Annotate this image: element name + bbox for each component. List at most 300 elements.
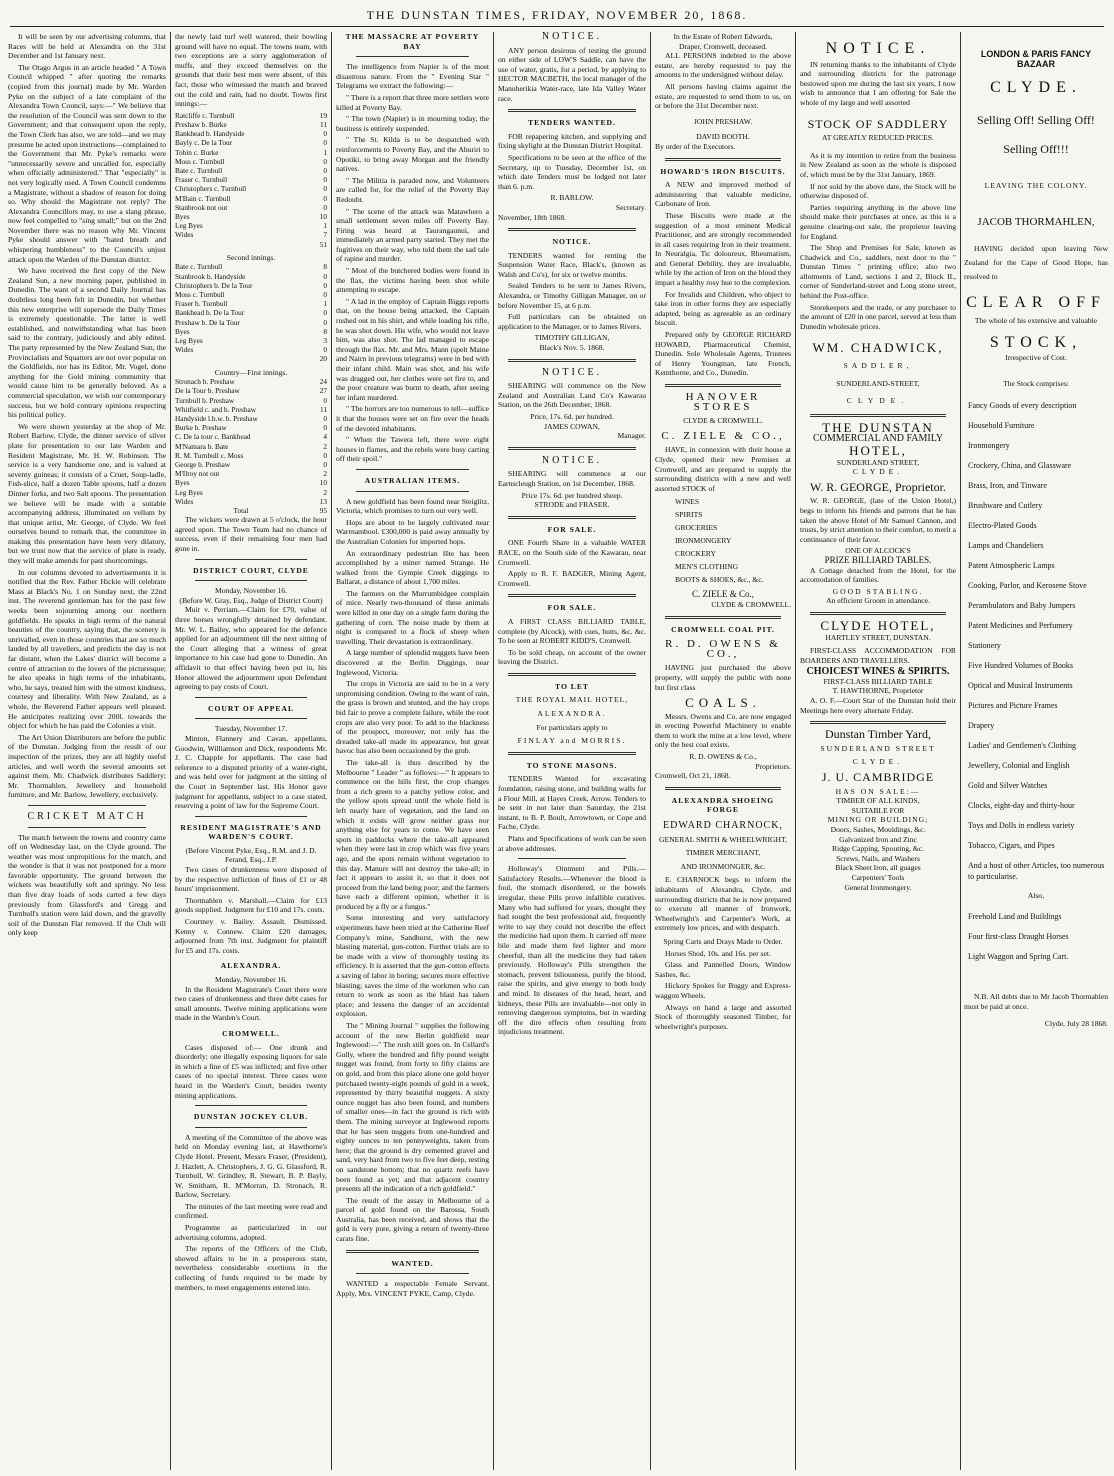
advert-text: To be sold cheap, on account of the owner leaving the District. [498,647,646,667]
batsman-name: Bate c. Turnbull [175,262,223,272]
article-paragraph: Courtney v. Bailey. Assault. Dismissed. Kenny v. Connew. Claim £20 damages, adjourned from 7th inst. Judgment for plaintiff for £5 and 17s. costs. [175,917,327,955]
advert-text: TIMBER MERCHANT, [685,848,761,858]
advert-text: Sealed Tenders to be sent to James Rivers, Alexandra, or Timothy Gilligan Manager, on or before November 15, at 6 p.m. [498,281,646,310]
list-item: Tobacco, Cigars, and Pipes [968,841,1055,851]
article-paragraph: The farmers on the Murrumbidgee complain of mice. Nearly two-thousand of these animals were killed in one day on a single farm during the gathering of corn. The noise made by them at night is compared to a flock of sheep when travelling. Their devastation is extraordinary. [336,588,489,646]
table-row [175,129,327,138]
batsman-score: 0 [323,175,327,185]
advert-text: GOOD STABLING. [832,586,924,596]
batsman-score: 11 [319,404,327,414]
section-heading: RESIDENT MAGISTRATE'S AND WARDEN'S COURT. [180,822,322,842]
batsman-name: Turnbull b. Preshaw [175,395,235,405]
table-row [175,469,327,478]
batsman-name: Fraser c. Turnbull [175,175,228,185]
advert-text: Glass and Pannelled Doors, Window Sashes, &c. [655,960,791,979]
table-row [175,423,327,432]
list-item: Brushware and Cutlery [968,501,1043,511]
list-item: Patent Medicines and Perfumery [968,621,1073,631]
batsman-score: 7 [323,230,327,240]
table-row [175,157,327,166]
advert-text: E. CHARNOCK begs to inform the inhabitants of Alexandra, Clyde, and surrounding districts that he is now prepared to execute all manner of Ironwork, Wheelwright's and Carpenter's Work, at extremely low prices, and with despatch. [655,875,791,933]
article-paragraph: The intelligence from Napier is of the most disastrous nature. From the " Evening Star " Telegrams we extract the following:— [336,62,489,91]
divider [665,787,781,790]
article-paragraph: " The horrors are too numerous to tell—suffice it that the houses were set on fire over the heads of the devoted inhabitants. [336,404,489,433]
batsman-name: Leg Byes [175,336,203,346]
batsman-score: 0 [323,165,327,175]
signature: Secretary. [615,202,646,212]
section-heading: ALEXANDRA. [220,961,282,971]
section-heading: CROMWELL. [222,1028,280,1038]
table-row [175,175,327,184]
batsman-score: 0 [323,193,327,203]
advert-text: CLYDE. [846,396,910,406]
advert-text: SUNDERLAND-STREET, [836,378,920,388]
signature: By order of the Executors. [655,141,736,151]
table-row [175,460,327,469]
advert-text: In the Estate of Robert Edwards, [673,32,773,41]
divider [28,827,146,828]
article-paragraph: The wickets were drawn at 5 o'clock, the hour agreed upon. The Town Team had no chance of success, even if their remaining four men had gone in. [175,515,327,554]
batsman-name: Stanbrook b. Handyside [175,271,246,281]
divider [356,469,469,470]
article-paragraph: The result of the assay in Melbourne of a parcel of gold found on the Barossa, South Australia, has been received, and shows that the gold is very pure, giving a return of twenty-three carats fine. [336,1195,489,1244]
batsman-name: Christophers c. Turnbull [175,184,247,194]
advert-text: For Invalids and Children, who object to take iron in other forms they are especially adapted, being as agreeable as an ordinary biscuit. [655,289,791,328]
court-before: (Before Vincent Pyke, Esq., R.M. and J. D. Ferand, Esq., J.P. [185,845,317,865]
list-item: Household Furniture [968,421,1035,431]
table-row [175,396,327,405]
court-date: Tuesday, November 17. [214,724,288,734]
list-item: And a host of other Articles, too numerous to particularise. [968,861,1105,882]
divider [508,673,636,676]
batsman-score: 11 [319,119,327,129]
article-paragraph: " The town (Napier) is in mourning today, the business is entirely suspended. [336,114,489,133]
column-rule [960,32,961,1470]
batsman-name: Moss c. Turnbull [175,156,225,166]
article-paragraph: " When the Tawera left, there were eight houses in flames, and the rebels were busy carting off their spoil." [336,435,489,464]
batsman-name: Ratcliffe c. Turnbull [175,110,235,120]
section-heading: STOCK, [989,333,1083,351]
section-heading: CLYDE. [990,79,1082,97]
advert-date: November, 18th 1868. [498,212,567,222]
advert-text: Plans and Specifications of work can be seen at above addresses. [498,834,646,853]
advert-text: These Biscuits were made at the suggestion of a most eminent Medical Practitioner, and are strongly recommended in all cases requiring Iron in their treatment. In Neuralgia, Tic doloureux, Rheumatism, and General Debility, they are invaluable, while by the action of Iron on the blood they impart a healthy rosy hue to the complexion. [655,210,791,288]
table-row [175,497,327,506]
advert-text: Full particulars can be obtained on application to the Manager, or to James Rivers. [498,312,646,331]
batsman-score: 0 [323,280,327,290]
advert-text: Screws, Nails, and Washers [836,853,920,863]
section-heading: AUSTRALIAN ITEMS. [364,475,461,485]
advert-text: CLYDE. [852,757,904,767]
innings-heading: Country—First innings. [214,367,288,377]
advert-text: Prepared only by GEORGE RICHARD HOWARD, Pharmaceutical Chemist, Dunedin. Sole Wholesale Agents, Trustees of Henry Youngman, late French, Kemthorne, and Co., Dunedin. [655,330,791,378]
advert-text: Parties requiring anything in the above line should make their purchases at once, as this is a genuine clearing-out sale, the proprietor leaving for England. [800,202,956,241]
batsman-name: C. De la tour c. Bankhead [175,432,251,442]
article-paragraph: the newly laid turf well watered, their bowling ground will have no equal. The towns team, with two exceptions are a sorry agglomeration of muffs, and they exceed themselves on the grounds that their best men were absent, of this fact, those who witnessed the match and braved out the cold and rain, had no doubt. Towns first innings:— [175,32,327,109]
batsman-name: M'Namara b. Bate [175,441,229,451]
column-rule [493,32,494,1470]
article-paragraph: We were shown yesterday at the shop of Mr. Robert Barlow, Clyde, the dinner service of silver plate for presentation to our late Warden and Resident Magistrate, Mr. H. W. Robinson. The service is a very handsome one, and is valued at seventy guineas; it consists of a Cruet, Soup-ladle, Fish-slice, half a dozen Table spoons, half a dozen Dinner forks, and two Salt spoons. The presentation we believe will be made with a suitable accompanying address, illuminated on vellum by that unique artist, Mr. George, of Clyde. We feel ourselves bound to remark that, the committee in making this presentation have been very dilatory, but we trust now that the service of plate is ready, they will make amends for past shortcomings. [8,421,166,566]
advert-text: ALEXANDRA. [537,709,607,719]
article-paragraph: " A lad in the employ of Captain Biggs reports that, on the house being attacked, the Captain rushed out in his shirt, and while loading his rifle, he was shot down. His wife, who would not leave him, was also shot. The lad managed to escape through the flax. Mr. and Mrs. Mann (spelt Maine and Nairn in previous telegrams) were in bed with their infant child. Main was shot, and his wife was dragged out, her clothes were set fire to, and the poor creature was burnt to death, after seeing her infant murdered. [336,296,489,402]
advert-text: SUNDERLAND STREET [820,743,936,753]
section-heading: WANTED. [391,1258,434,1268]
section-heading: FOR SALE. [547,603,597,613]
batsman-score: 0 [323,184,327,194]
list-item: Toys and Dolls in endless variety [968,821,1075,831]
signature: Black's Nov. 5. 1868. [539,343,605,353]
column-rule [650,32,651,1470]
score-table [175,111,327,240]
batsman-score: 0 [323,156,327,166]
batsman-name: Handyside l.b.w. b. Preshaw [175,414,258,424]
batsman-name: M'Ilroy not out [175,469,220,479]
article-paragraph: In the Resident Magistrate's Court there were two cases of drunkenness and three debt cases for small amounts. Twelve mining applications were made in the Warden's Court. [175,984,327,1023]
advert-text: Storekeepers and the trade, or any purchaser to the amount of £20 in one parcel, served at less than Dunedin wholesale prices. [800,302,956,331]
advert-text: PRIZE BILLIARD TABLES. [824,554,932,565]
advert-text: As it is my intention to retire from the business in New Zealand as soon as the whole is disposed of, which must be by the 31st January, 1869. [800,150,956,179]
advert-text: IN returning thanks to the inhabitants of Clyde and surrounding districts for the patronage bestowed upon me during the last six years, I now wish to announce that I am offering for Sale the whole of my large and well assorted [800,59,956,107]
signature: CLYDE & CROMWELL. [711,599,791,609]
column-rule [170,32,171,1470]
batsman-name: Burke b. Preshaw [175,423,227,433]
batsman-name: Bayly c. De la Tour [175,138,233,148]
divider [508,594,636,597]
divider [810,414,946,417]
advert-text: FIRST-CLASS ACCOMMODATION FOR BOARDERS AND TRAVELLERS. [800,646,956,665]
list-item: Patent Atmospheric Lamps [968,561,1055,571]
advert-date: Clyde, July 28 1868. [1044,1019,1108,1029]
batsman-name: Leg Byes [175,487,203,497]
batsman-score: 2 [323,441,327,451]
advert-text: TENDERS Wanted for excavating foundation, raising stone, and building walls for a Flour Mill, at Hayes Creek, Arrow. Tenders to be sent in not later than Saturday, the 21st instant, to B. P. Boult, Arrowtown, or Cope and Fache, Clyde. [498,774,646,832]
divider [356,491,469,492]
batsman-score: 0 [323,414,327,424]
table-row [175,386,327,395]
article-paragraph: Thormahlen v. Marshall.—Claim for £13 goods supplied. Judgment for £10 and 17s. costs. [175,895,327,915]
advert-text: A. O. F.—Court Star of the Dunstan hold their Meetings here every alternate Friday. [800,696,956,715]
batsman-name: Whitfield c. and b. Preshaw [175,404,257,414]
batsman-score: 24 [319,377,327,387]
column-6 [800,32,956,1470]
table-row [175,148,327,157]
advert-text: A Cottage detached from the Hotel, for the accomodation of families. [800,565,956,585]
innings-heading: Second innings. [226,252,276,262]
signature: R. BARLOW. [550,193,594,203]
section-heading: HANOVER STORES [685,391,761,413]
list-item: BOOTS & SHOES, &c., &c. [675,575,764,585]
batsman-score: 10 [319,478,327,488]
list-item: Lamps and Chandeliers [968,541,1044,551]
batsman-score: 0 [323,129,327,139]
divider [346,1250,479,1253]
article-paragraph: The " Mining Journal " supplies the following account of the new Berlin goldfield near Inglewood:—" The rush still goes on. In Cellard's Gully, where the hundred and fifty pound weight nugget was found, from forty to fifty claims are on gold, and from this place alone one gold buyer purchased twenty-eight pounds of gold in a week, represented by thirty beautiful nuggets. A sixty ounce nugget has also been found, and numbers of smaller ones—in fact the ground is rich with them. The mining surveyor at Inglewood reports that he has seen nuggets from one-hundred and eighty ounces to ten pennyweights, taken from here; that the ground is dry cemented gravel and sand, very hard from two to five feet deep, resting on sandstone bottom; that no quartz reefs have been found as yet; and that adjacent country presents all the indication of a rich goldfield." [336,1021,489,1194]
advert-text: SHEARING will commence on the New Zealand and Australian Land Co's Kawarau Station, on the 26th December, 1868. [498,381,646,410]
advert-text: SHEARING will commence at our Earnscleugh Station, on 1st December, 1868. [498,469,646,488]
advert-text: MINING OR BUILDING; [827,815,929,825]
table-row [175,345,327,354]
list-item: MEN'S CLOTHING [675,562,739,572]
batsman-score: 0 [323,423,327,433]
batsman-score: 27 [319,386,327,396]
masthead: THE DUNSTAN TIMES, FRIDAY, NOVEMBER 20, 1868. [366,8,748,22]
advert-text: Always on hand a large and assorted Stock of thoroughly seasoned Timber, for wheelwright's purposes. [655,1002,791,1031]
divider [810,612,946,615]
divider [508,359,636,362]
advert-text: An efficient Groom in attendance. [826,596,930,606]
advert-text: ALL PERSONS indebted to the above estate, are hereby requested to pay the amounts to the undersigned without delay. [655,51,791,80]
section-heading: COALS. [685,695,761,711]
divider [195,1127,307,1128]
advert-date: Cromwell, Oct 21, 1868. [655,771,731,781]
stock-list [964,911,1108,962]
article-paragraph: Some interesting and very satisfactory experiments have been tried at the Catherine Reef Company's mine, Sandhurst, with the new blasting material, gun-cotton. Further trials are to be made with a view of thoroughly testing its efficiency. It is asserted that the gun-cotton effects a saving of labor in boring; secures more effective blasting; saves the time of the workmen who can return to work as soon as the blast has taken place; and lessens the danger of an accidental explosion. [336,913,489,1019]
divider [28,805,146,806]
advert-text: Selling Off! Selling Off! [977,112,1095,127]
signature: STRODE and FRASER. [534,500,610,510]
advert-text: The whole of his extensive and valuable [974,315,1098,325]
notice-heading: NOTICE. [541,366,603,378]
section-heading: TO STONE MASONS. [526,760,618,770]
advert-text: The Shop and Premises for Sale, known as Chadwick and Co., saddlers, next door to the " Dunstan Times " printing office; also two allotments of Land, sections 1 and 2, Block II., corner of Sunderland-street and Long stone street, behind the Post-office. [800,243,956,301]
list-item: Jewellery, Colonial and English [968,761,1070,771]
advert-text: TENDERS wanted for renting the Suspension Water Race, Black's, (known as Walsh and Co's), for six or twelve months. [498,250,646,279]
advert-text: AND IRONMONGER, &c. [680,861,766,871]
divider [356,56,469,57]
list-item: Freehold Land and Buildings [968,911,1062,921]
advert-text: CHOICEST WINES & SPIRITS. [806,666,950,678]
batsman-score: 19 [319,110,327,120]
table-row [175,203,327,212]
column-7 [964,32,1108,1470]
top-rule [10,26,1104,27]
advert-text: SUNDERLAND STREET, [836,457,920,467]
advert-text: FINLAY and MORRIS. [517,736,627,746]
advert-text: Carpenters' Tools [851,872,905,882]
list-item: Light Waggon and Spring Cart. [968,951,1069,961]
table-row [175,414,327,423]
advert-text: If not sold by the above date, the Stock will be otherwise disposed of. [800,181,956,201]
column-rule [795,32,796,1470]
section-heading: STOCK OF SADDLERY [807,116,949,131]
batsman-name: De la Tour b. Preshaw [175,386,240,396]
advert-text: SUITABLE FOR [851,805,905,815]
article-paragraph: Cases disposed of:— One drunk and disorderly; one illegally exposing liquors for sale in which a fine of £5 was inflicted; and five other cases of no special interest. Three cases were heard in the Warden's Court, besides twenty mining applications. [175,1042,327,1100]
section-heading: COURT OF APPEAL [207,703,295,713]
table-row [175,120,327,129]
batsman-score: 0 [323,460,327,470]
batsman-name: Wides [175,345,194,355]
score-total [175,506,327,515]
batsman-score: 10 [319,211,327,221]
list-item: Four first-class Draught Horses [968,931,1069,941]
divider [195,816,307,817]
article-paragraph: " The St. Kilda is to be despatched with reinforcements to Poverty Bay, and the Ahuriri to Opotiki, to bring away Morgan and the friendly natives. [336,135,489,174]
advert-text: The Stock comprises: [1003,378,1069,388]
advert-text: Selling Off!!! [1003,141,1069,156]
section-heading: EDWARD CHARNOCK, [663,820,783,832]
stock-list [655,495,791,586]
article-paragraph: A large number of splendid nuggets have been discovered at the Berlin Diggings, near Inglewood, Victoria. [336,648,489,677]
signature: TIMOTHY GILLIGAN, [534,333,610,343]
section-heading: W. R. GEORGE, Proprietor. [810,479,946,494]
section-heading: CLEAR OFF [966,293,1106,311]
table-row [175,432,327,441]
divider [665,158,781,161]
list-item: IRONMONGERY [675,536,732,546]
article-paragraph: Muir v. Perriam.—Claim for £70, value of three horses wrongfully detained by defendant. Mr. W. L. Bailey, who appeared for the defence applied for an adjournment till the next sitting of the Court alleging that a witness of great importance to his case had gone to Dunedin. An affidavit to that effect having been put in, his Honor allowed the adjournment upon Defendant agreeing to pay costs of Court. [175,605,327,692]
article-paragraph: The minutes of the last meeting were read and confirmed. [175,1201,327,1221]
batsman-name: Stanbrook not out [175,202,228,212]
section-heading: JACOB THORMAHLEN, [977,216,1095,229]
advert-text: A FIRST CLASS BILLIARD TABLE, complete (by Alcock), with cues, butts, &c. &c. To be seen at ROBERT KIDD'S, Cromwell. [498,616,646,646]
section-heading: J. U. CAMBRIDGE [821,770,935,785]
court-date: Monday, November 16. [214,586,288,596]
signature: Manager. [617,431,646,441]
batsman-name: Bate c. Turnbull [175,165,223,175]
score-table [175,262,327,354]
list-item: Brass, Iron, and Tinware [968,481,1047,491]
batsman-name: Christophers b. De la Tour [175,280,253,290]
batsman-score: 0 [323,138,327,148]
advert-text: HAVING decided upon leaving New Zealand for the Cape of Good Hope, has resolved to [964,243,1108,281]
advert-text: Hickory Spokes for Buggy and Express-waggon Wheels. [655,981,791,1000]
advert-text: HARTLEY STREET, DUNSTAN. [825,632,931,642]
list-item: Ladies' and Gentlemen's Clothing [968,741,1076,751]
advert-text: Price 17s. 6d. per hundred sheep. [521,490,623,500]
table-row [175,318,327,327]
divider [195,697,307,698]
section-heading: C. ZIELE & CO., [661,429,785,442]
batsman-score: 0 [323,290,327,299]
signature: JOHN PRESHAW. [693,116,753,126]
advert-text: HAS ON SALE:— [835,786,921,796]
batsman-name: R. M. Turnbull c. Moss [175,450,244,460]
advert-text: W. R. GEORGE, (late of the Union Hotel,) begs to inform his friends and patrons that he has taken the above Hotel of Mr Samuel Cannon, and trusts, by strict attention to their comfort, to merit a continuance of their favor. [800,496,956,544]
section-heading: HOTEL, [849,443,907,458]
notice-heading: NOTICE. [541,32,603,42]
signature: Proprietors. [755,761,791,771]
batsman-score: 0 [323,271,327,281]
advert-text: Horses Shod, 10s. and 16s. per set. [665,948,771,958]
list-item: Perambulators and Baby Jumpers [968,601,1076,611]
table-row [175,138,327,147]
advert-text: A NEW and improved method of administering that valuable medicine, Carbonate of Iron. [655,180,791,209]
batsman-score: 2 [323,487,327,497]
section-heading: DUNSTAN JOCKEY CLUB. [193,1112,309,1122]
table-row [175,488,327,497]
batsman-name: George b. Preshaw [175,460,231,470]
advert-text: THE ROYAL MAIL HOTEL, [515,695,629,705]
score-table [175,377,327,506]
column-5 [655,32,791,1470]
batsman-name: Fraser b. Turnbull [175,299,228,309]
batsman-score: 0 [323,202,327,212]
total-label: Total [233,506,249,516]
advert-text: AT GREATLY REDUCED PRICES. [822,133,934,143]
advert-text: ANY person desirous of testing the ground on either side of LOW'S Saddle, can have the use of water, gratis, for a period, by applying to HECTOR MACBETH, the local manager of the Manuherikia Water-race, late Ida Valley Water race. [498,45,646,103]
article-paragraph: " The Militia is paraded now, and Volunteers are called for, for the relief of the Poverty Bay Redoubt. [336,175,489,204]
list-item: Electro-Plated Goods [968,521,1037,531]
advert-text: GENERAL SMITH & WHEELWRIGHT, [659,834,787,844]
advert-text: For particulars apply to [536,722,608,732]
batsman-name: Bankhead b. Handyside [175,129,245,139]
divider [810,721,946,724]
section-heading: NOTICE. [552,237,592,247]
table-row [175,327,327,336]
article-paragraph: A new goldfield has been found near Steiglitz, Victoria, which promises to turn out very well. [336,496,489,516]
advert-text: HAVING just purchased the above property, will supply the public with none but first class [655,663,791,692]
advert-text: Messrs. Owens and Co. are now engaged in erecting Powerful Machinery to enable them to work the mine at a low level, where only the best coal exists. [655,711,791,750]
article-paragraph: " Most of the butchered bodies were found in the flax, the victims having been shot while attempting to escape. [336,266,489,295]
section-heading: DISTRICT COURT, CLYDE [193,565,309,575]
article-paragraph: The crops in Victoria are said to be in a very unpromising condition. Owing to the want of rain, the grass is brown and stunted, and the hay crops bid fair to prove a complete failure, while the root crops are also very poor. To add to the blackness of the prospect, moreover, not only has the dreaded take-all made its appearance, but great havoc has also been occasioned by the grub. [336,679,489,756]
stock-list [964,400,1108,882]
table-row [175,221,327,230]
batsman-name: M'Bain c. Turnbull [175,193,231,203]
batsman-name: Bankhead b. De la Tour [175,308,245,318]
column-rule [331,32,332,1470]
batsman-name: Leg Byes [175,221,203,231]
divider [665,616,781,619]
batsman-name: Preshaw b. De la Tour [175,317,240,327]
section-heading: WM. CHADWICK, [812,340,944,356]
batsman-score: 4 [323,432,327,442]
advert-text: Spring Carts and Drays Made to Order. [663,936,783,946]
advert-text: Apply to R. F. BADGER, Mining Agent, Cromwell. [498,569,646,588]
list-item: Optical and Musical Instruments [968,681,1073,691]
advert-text: LEAVING THE COLONY. [984,180,1088,190]
table-row [175,451,327,460]
list-item: Pictures and Picture Frames [968,701,1058,711]
divider [508,516,636,519]
score-total [175,354,327,363]
batsman-name: Stronach b. Preshaw [175,377,235,387]
batsman-name: Moss c. Turnbull [175,290,225,299]
advert-text: Ridge Capping, Spouting, &c. [832,844,924,854]
advert-text: TIMBER OF ALL KINDS, [836,796,920,806]
article-paragraph: " The scene of the attack was Matawhero a small settlement seven miles off Poverty Bay. Firing was heard at Taurangaunui, and immediately an armed party started. They met the fugitives on their way, who told them the sad tale of rapine and murder. [336,206,489,264]
advert-text: All persons having claims against the estate, are requested to send them to us, on or before the 31st December next. [655,81,791,111]
article-paragraph: In our columns devoted to advertisements it is notified that the Rev. Father Hickie will celebrate Mass at Black's No. 1 on Sunday next, the 22nd inst. The reverend gentleman has for the past few weeks been sojourning among our northern goldfields. He speaks in high terms of the natural beauties of the country, saying that, the scenery is unrivalled, even in those countries that are so much lauded by all travellers, and predicts the day is not far distant, when the Lakes' district will become a centre of attraction to the lovers of the picturesque; he also speaks in high terms of the inhabitants, who, he says, treated him with the utmost kindness, courtesy and liberality. With New Zealand, as a whole, the Reverend Father appears well pleased. He anticipates realizing over 200l. towards the object for which he has paid the Colonies a visit. [8,567,166,731]
advert-text: CLYDE & CROMWELL. [683,416,763,426]
table-row [175,308,327,317]
section-heading: TO LET [555,681,589,691]
section-heading: THE DUNSTAN [822,419,934,435]
table-row [175,212,327,221]
cricket-heading: CRICKET MATCH [27,810,147,822]
table-row [175,111,327,120]
divider [508,752,636,755]
article-paragraph: Programme as particularized in our advertising columns, adopted. [175,1223,327,1242]
list-item: Drapery [968,721,995,731]
table-row [175,290,327,299]
table-row [175,281,327,290]
section-heading: CROMWELL COAL PIT. [671,624,775,634]
divider [356,1273,469,1274]
batsman-score: 2 [323,469,327,479]
list-item: Fancy Goods of every description [968,401,1077,411]
advert-text: SADDLER, [843,361,913,371]
batsman-score: 8 [323,326,327,336]
divider [195,718,307,719]
table-row [175,166,327,175]
column-3 [336,32,489,1470]
divider [508,447,636,450]
score-total-value: 95 [319,506,327,516]
list-item: Cooking, Parlor, and Kerosene Stove [968,581,1087,591]
section-heading: THE MASSACRE AT POVERTY BAY [345,32,480,51]
